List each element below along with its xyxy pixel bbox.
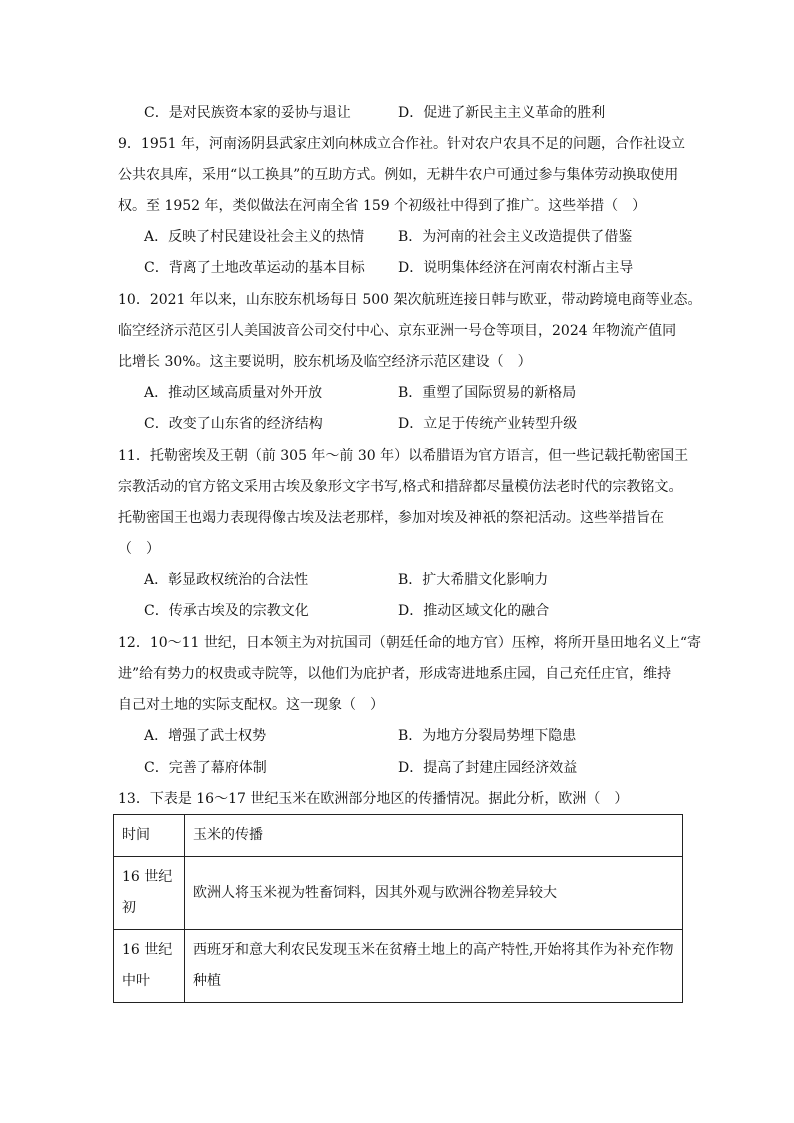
q12-stem-line-2: 进”给有势力的权贵或寺院等，以他们为庇护者，形成寄进地系庄园，自己充任庄官，维持 bbox=[118, 666, 672, 682]
q11-option-b: B．扩大希腊文化影响力 bbox=[398, 572, 549, 588]
table-cell-line: 欧洲人将玉米视为牲畜饲料，因其外观与欧洲谷物差异较大 bbox=[193, 884, 557, 901]
table-row bbox=[114, 930, 683, 1003]
q10-stem-line-3: 比增长 30%。这主要说明，胶东机场及临空经济示范区建设（ ） bbox=[118, 354, 532, 370]
table-header-row bbox=[114, 815, 683, 857]
q11-stem-line-2: 宗教活动的官方铭文采用古埃及象形文字书写,格式和措辞都尽量模仿法老时代的宗教铭文。 bbox=[118, 479, 683, 495]
table-cell-text bbox=[185, 857, 683, 930]
q9-option-a: A．反映了村民建设社会主义的热情 bbox=[144, 229, 365, 245]
q10-option-d: D．立足于传统产业转型升级 bbox=[398, 416, 578, 432]
q11-option-a: A．彰显政权统治的合法性 bbox=[144, 572, 309, 588]
q8-option-d: D．促进了新民主主义革命的胜利 bbox=[398, 105, 606, 121]
table-cell-text bbox=[185, 930, 683, 1003]
q13-table bbox=[113, 814, 683, 1003]
table-cell-line: 西班牙和意大利农民发现玉米在贫瘠土地上的高产特性,开始将其作为补充作物 bbox=[193, 942, 674, 958]
table-cell-line: 种植 bbox=[193, 973, 221, 989]
table-cell-line: 中叶 bbox=[122, 973, 150, 989]
table-cell-time bbox=[114, 857, 185, 930]
table-header-cell: 时间 bbox=[114, 815, 185, 857]
table-cell-line: 16 世纪 bbox=[122, 869, 173, 885]
q11-stem-line-4: （ ） bbox=[118, 541, 160, 557]
table-cell-time bbox=[114, 930, 185, 1003]
q10-option-a: A．推动区域高质量对外开放 bbox=[144, 385, 323, 401]
q11-option-d: D．推动区域文化的融合 bbox=[398, 603, 550, 619]
q10-option-b: B．重塑了国际贸易的新格局 bbox=[398, 385, 577, 401]
q9-stem-line-3: 权。至 1952 年，类似做法在河南全省 159 个初级社中得到了推广。这些举措（ ） bbox=[118, 198, 647, 214]
q9-option-d: D．说明集体经济在河南农村渐占主导 bbox=[398, 260, 634, 276]
q12-option-a: A．增强了武士权势 bbox=[144, 728, 267, 744]
table-header-cell: 玉米的传播 bbox=[185, 815, 683, 857]
q11-option-c: C．传承古埃及的宗教文化 bbox=[144, 603, 309, 619]
q11-stem-line-1: 11．托勒密埃及王朝（前 305 年～前 30 年）以希腊语为官方语言，但一些记载托勒密国王 bbox=[118, 448, 689, 464]
q12-option-c: C．完善了幕府体制 bbox=[144, 760, 267, 776]
q9-option-b: B．为河南的社会主义改造提供了借鉴 bbox=[398, 229, 633, 245]
q9-stem-line-1: 9．1951 年，河南汤阴县武家庄刘向林成立合作社。针对农户农具不足的问题，合作社设立 bbox=[118, 136, 685, 152]
table-cell-line: 16 世纪 bbox=[122, 942, 173, 958]
q9-stem-line-2: 公共农具库，采用“以工换具”的互助方式。例如，无耕牛农户可通过参与集体劳动换取使用 bbox=[118, 167, 679, 183]
table-cell-line: 初 bbox=[122, 900, 136, 916]
q11-stem-line-3: 托勒密国王也竭力表现得像古埃及法老那样，参加对埃及神祇的祭祀活动。这些举措旨在 bbox=[118, 510, 664, 526]
q12-option-b: B．为地方分裂局势埋下隐患 bbox=[398, 728, 577, 744]
q10-stem-line-1: 10．2021 年以来，山东胶东机场每日 500 架次航班连接日韩与欧亚，带动跨境电商等业态。 bbox=[118, 292, 702, 308]
q13-stem: 13．下表是 16～17 世纪玉米在欧洲部分地区的传播情况。据此分析，欧洲（ ） bbox=[118, 791, 629, 807]
q12-option-d: D．提高了封建庄园经济效益 bbox=[398, 760, 578, 776]
q9-option-c: C．背离了土地改革运动的基本目标 bbox=[144, 260, 365, 276]
q12-stem-line-3: 自己对土地的实际支配权。这一现象（ ） bbox=[118, 697, 384, 713]
q10-stem-line-2: 临空经济示范区引人美国波音公司交付中心、京东亚洲一号仓等项目，2024 年物流产值同 bbox=[118, 323, 677, 339]
table-row bbox=[114, 857, 683, 930]
q12-stem-line-1: 12．10～11 世纪，日本领主为对抗国司（朝廷任命的地方官）压榨，将所开垦田地名义上“寄 bbox=[118, 635, 702, 651]
q10-option-c: C．改变了山东省的经济结构 bbox=[144, 416, 323, 432]
q8-option-c: C．是对民族资本家的妥协与退让 bbox=[144, 105, 351, 121]
